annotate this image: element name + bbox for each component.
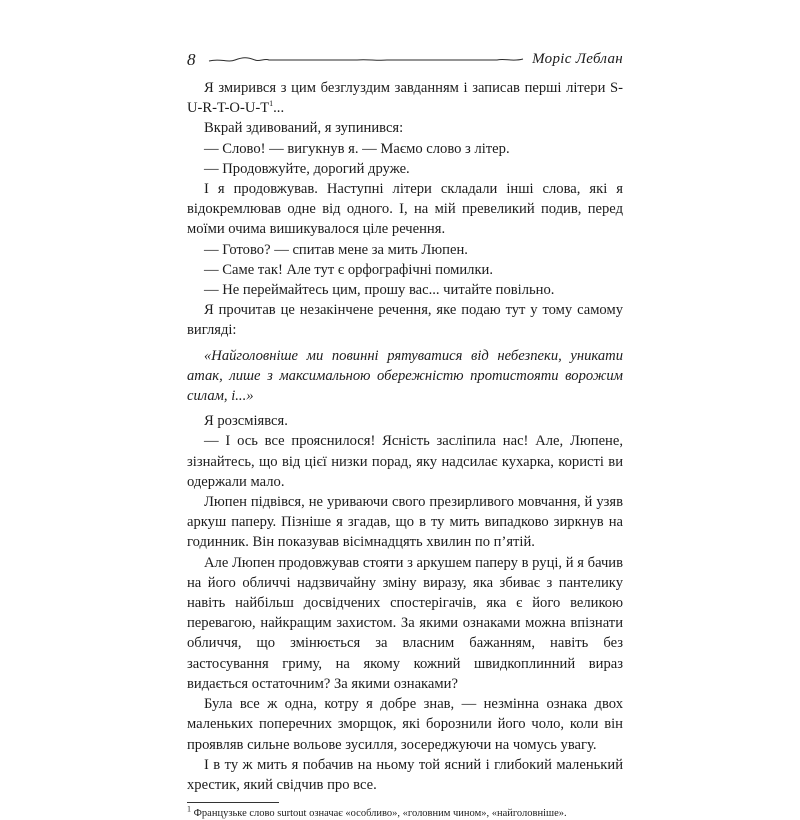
paragraph-text: Я змирився з цим безглуздим завданням і записав перші літери S-U-R-T-O-U-T (187, 80, 623, 117)
paragraph (187, 159, 623, 179)
paragraph (187, 118, 623, 138)
block-quote (187, 346, 623, 407)
paragraph-text: І я продовжував. Наступні літери складали інші слова, які я відокремлював одне від одного. І, на мій превеликий подив, перед моїми очима вишикувалося ціле речення. (187, 181, 623, 238)
paragraph-text: — І ось все прояснилося! Ясність засліпила нас! Але, Люпене, зізнайтесь, що від цієї низки порад, яку надсилає кухарка, користі ви одержали мало. (187, 433, 623, 490)
paragraph-text: Люпен підвівся, не уриваючи свого презирливого мовчання, й узяв аркуш паперу. Пізніше я згадав, що в ту мить випадково зиркнув на годинник. Він показував вісімнадцять хвилин по п’ятій. (187, 494, 623, 551)
paragraph-text: Вкрай здивований, я зупинився: (204, 120, 404, 137)
paragraph-text: Я прочитав це незакінчене речення, яке подаю тут у тому самому вигляді: (187, 302, 623, 339)
page-number: 8 (187, 50, 196, 69)
paragraph (187, 260, 623, 280)
paragraph (187, 78, 623, 118)
paragraph (187, 179, 623, 240)
paragraph-ellipsis: ... (273, 100, 285, 117)
footnote-reference: 1 (269, 99, 274, 109)
body-text (187, 78, 623, 795)
paragraph (187, 431, 623, 492)
decorative-flourish-line (207, 50, 525, 68)
paragraph (187, 411, 623, 431)
footnote (187, 804, 623, 820)
paragraph-text: — Не переймайтесь цим, прошу вас... читайте повільно. (204, 282, 555, 299)
book-page (187, 46, 623, 820)
running-head-author: Моріс Леблан (532, 51, 623, 67)
footnote-marker: 1 (187, 804, 191, 814)
paragraph-text: — Продовжуйте, дорогий друже. (204, 160, 410, 177)
paragraph-text: Я розсміявся. (204, 413, 288, 430)
paragraph (187, 139, 623, 159)
paragraph (187, 755, 623, 795)
paragraph (187, 553, 623, 694)
page-header (187, 46, 623, 72)
paragraph-text: Була все ж одна, котру я добре знав, — незмінна ознака двох маленьких поперечних зморщок, які борознили його чоло, коли він проявляв сильне вольове зусилля, зосереджуючи на чомусь увагу. (187, 696, 623, 753)
paragraph (187, 492, 623, 553)
paragraph (187, 240, 623, 260)
paragraph (187, 300, 623, 340)
footnote-text: Французьке слово surtout означає «особливо», «головним чином», «найголовніше». (193, 808, 567, 820)
paragraph-text: «Найголовніше ми повинні рятуватися від небезпеки, уникати атак, лише з максимальною обережністю протистояти ворожим силам, і...» (187, 347, 623, 405)
paragraph-text: І в ту ж мить я побачив на ньому той ясний і глибокий маленький хрестик, який свідчив про все. (187, 756, 623, 793)
paragraph-text: — Саме так! Але тут є орфографічні помилки. (204, 261, 493, 278)
paragraph (187, 280, 623, 300)
paragraph-text: Але Люпен продовжував стояти з аркушем паперу в руці, й я бачив на його обличчі надзвичайну зміну виразу, яка збиває з пантелику навіть найбільш досвідчених спостерігачів, яка є його великою перевагою, найкращим захистом. За якими ознаками можна впізнати обличчя, що змінюється за власним бажанням, навіть без застосування гриму, на якому кожний швидкоплинний вираз видається остаточним? За якими ознаками? (187, 554, 623, 692)
paragraph-text: — Слово! — вигукнув я. — Маємо слово з літер. (204, 140, 510, 157)
paragraph-text: — Готово? — спитав мене за мить Люпен. (204, 241, 468, 258)
paragraph (187, 694, 623, 755)
footnote-divider (187, 802, 279, 803)
